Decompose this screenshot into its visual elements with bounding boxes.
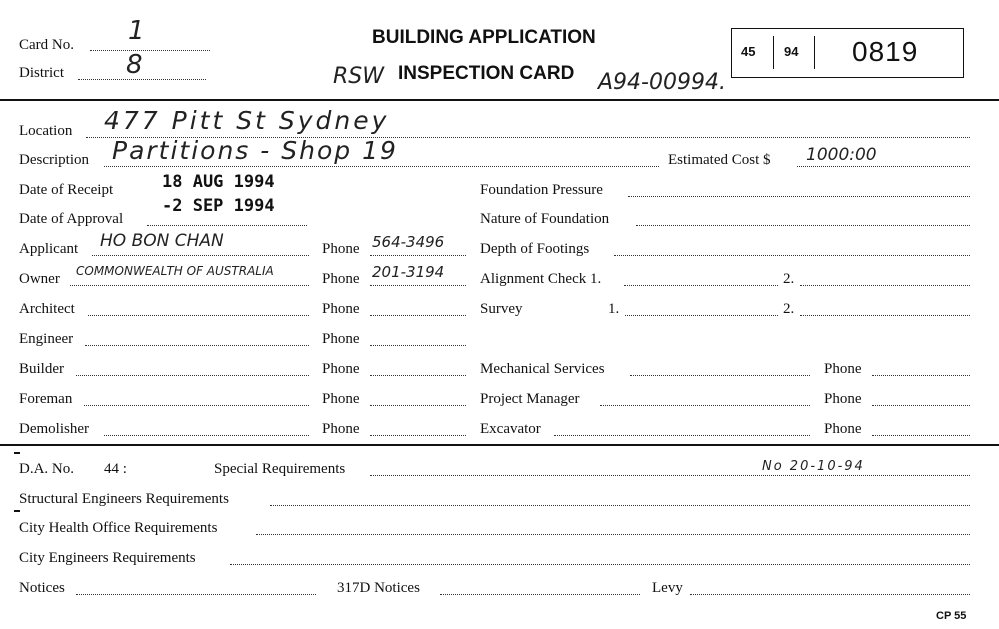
excavator-label: Excavator [480, 421, 541, 437]
applicant-value: HO BON CHAN [100, 231, 224, 251]
handwritten-prefix: RSW [333, 64, 385, 89]
mechanical-phone-label: Phone [824, 361, 862, 377]
box-number: 0819 [852, 36, 919, 67]
notices-317d-dots [440, 594, 640, 595]
notices-label: Notices [19, 580, 65, 596]
nature-foundation-dots [636, 225, 970, 226]
da-no-value: 44 : [104, 461, 127, 477]
header-rule [0, 99, 999, 101]
demolisher-phone-dots [370, 435, 466, 436]
box-code1: 45 [741, 44, 756, 59]
project-manager-phone-dots [872, 405, 970, 406]
survey-1-dots [625, 315, 778, 316]
excavator-phone-dots [872, 435, 970, 436]
middle-rule [0, 444, 999, 446]
applicant-phone-dots [370, 255, 466, 256]
location-value: 477 Pitt St Sydney [104, 106, 390, 135]
demolisher-label: Demolisher [19, 421, 89, 437]
city-eng-label: City Engineers Requirements [19, 550, 196, 566]
alignment-2-label: 2. [783, 271, 795, 287]
survey-label: Survey [480, 301, 523, 317]
engineer-dots [85, 345, 309, 346]
estimated-cost-value: 1000:00 [806, 145, 877, 165]
handwritten-ref: A94-00994. [598, 70, 726, 95]
builder-label: Builder [19, 361, 64, 377]
owner-phone: 201-3194 [372, 263, 445, 281]
mechanical-dots [630, 375, 810, 376]
location-label: Location [19, 123, 73, 139]
alignment-1-dots [624, 285, 778, 286]
description-dots [104, 166, 659, 167]
foundation-pressure-label: Foundation Pressure [480, 182, 603, 198]
card-no-value: 1 [128, 16, 145, 46]
margin-tick-bottom [14, 510, 20, 512]
title-line2: INSPECTION CARD [398, 63, 575, 84]
applicant-label: Applicant [19, 241, 79, 257]
nature-foundation-label: Nature of Foundation [480, 211, 610, 227]
alignment-2-dots [800, 285, 970, 286]
builder-phone-label: Phone [322, 361, 360, 377]
foundation-pressure-dots [628, 196, 970, 197]
special-req-value: No 20-10-94 [762, 459, 865, 474]
excavator-phone-label: Phone [824, 421, 862, 437]
foreman-phone-label: Phone [322, 391, 360, 407]
survey-2-dots [800, 315, 970, 316]
project-manager-phone-label: Phone [824, 391, 862, 407]
special-req-dots [370, 475, 970, 476]
excavator-dots [554, 435, 810, 436]
foreman-label: Foreman [19, 391, 73, 407]
margin-tick-top [14, 452, 20, 454]
alignment-check-label: Alignment Check 1. [480, 271, 602, 287]
owner-phone-label: Phone [322, 271, 360, 287]
description-value: Partitions - Shop 19 [112, 136, 398, 165]
structural-dots [270, 505, 970, 506]
engineer-phone-label: Phone [322, 331, 360, 347]
engineer-label: Engineer [19, 331, 74, 347]
card-number-box [731, 28, 964, 78]
owner-dots [70, 285, 309, 286]
architect-phone-label: Phone [322, 301, 360, 317]
notices-317d-label: 317D Notices [337, 580, 420, 596]
card-no-label: Card No. [19, 37, 74, 53]
district-value: 8 [126, 50, 143, 80]
project-manager-dots [600, 405, 810, 406]
box-divider-1 [773, 36, 774, 69]
special-req-label: Special Requirements [214, 461, 346, 477]
demolisher-dots [104, 435, 309, 436]
depth-footings-dots [614, 255, 970, 256]
applicant-phone-label: Phone [322, 241, 360, 257]
date-approval-label: Date of Approval [19, 211, 124, 227]
levy-dots [690, 594, 970, 595]
title-line1: BUILDING APPLICATION [372, 27, 596, 48]
date-approval-stamp: -2 SEP 1994 [162, 196, 275, 216]
date-approval-dots [147, 225, 307, 226]
city-eng-dots [230, 564, 970, 565]
date-receipt-stamp: 18 AUG 1994 [162, 172, 275, 192]
applicant-phone: 564-3496 [372, 233, 445, 251]
estimated-cost-dots [797, 166, 970, 167]
mechanical-label: Mechanical Services [480, 361, 605, 377]
survey-2-label: 2. [783, 301, 795, 317]
architect-phone-dots [370, 315, 466, 316]
owner-value: COMMONWEALTH OF AUSTRALIA [76, 264, 274, 278]
health-label: City Health Office Requirements [19, 520, 218, 536]
notices-dots [76, 594, 316, 595]
engineer-phone-dots [370, 345, 466, 346]
foreman-phone-dots [370, 405, 466, 406]
da-no-label: D.A. No. [19, 461, 74, 477]
structural-label: Structural Engineers Requirements [19, 491, 229, 507]
box-divider-2 [814, 36, 815, 69]
architect-dots [88, 315, 309, 316]
form-code: CP 55 [936, 610, 967, 622]
owner-phone-dots [370, 285, 466, 286]
health-dots [256, 534, 970, 535]
architect-label: Architect [19, 301, 75, 317]
depth-footings-label: Depth of Footings [480, 241, 590, 257]
card-no-dots [90, 50, 210, 51]
project-manager-label: Project Manager [480, 391, 580, 407]
applicant-dots [92, 255, 309, 256]
date-receipt-label: Date of Receipt [19, 182, 114, 198]
demolisher-phone-label: Phone [322, 421, 360, 437]
builder-dots [76, 375, 309, 376]
owner-label: Owner [19, 271, 60, 287]
district-label: District [19, 65, 64, 81]
mechanical-phone-dots [872, 375, 970, 376]
foreman-dots [84, 405, 309, 406]
levy-label: Levy [652, 580, 683, 596]
description-label: Description [19, 152, 89, 168]
survey-1-label: 1. [608, 301, 620, 317]
estimated-cost-label: Estimated Cost $ [668, 152, 771, 168]
builder-phone-dots [370, 375, 466, 376]
box-code2: 94 [784, 44, 799, 59]
